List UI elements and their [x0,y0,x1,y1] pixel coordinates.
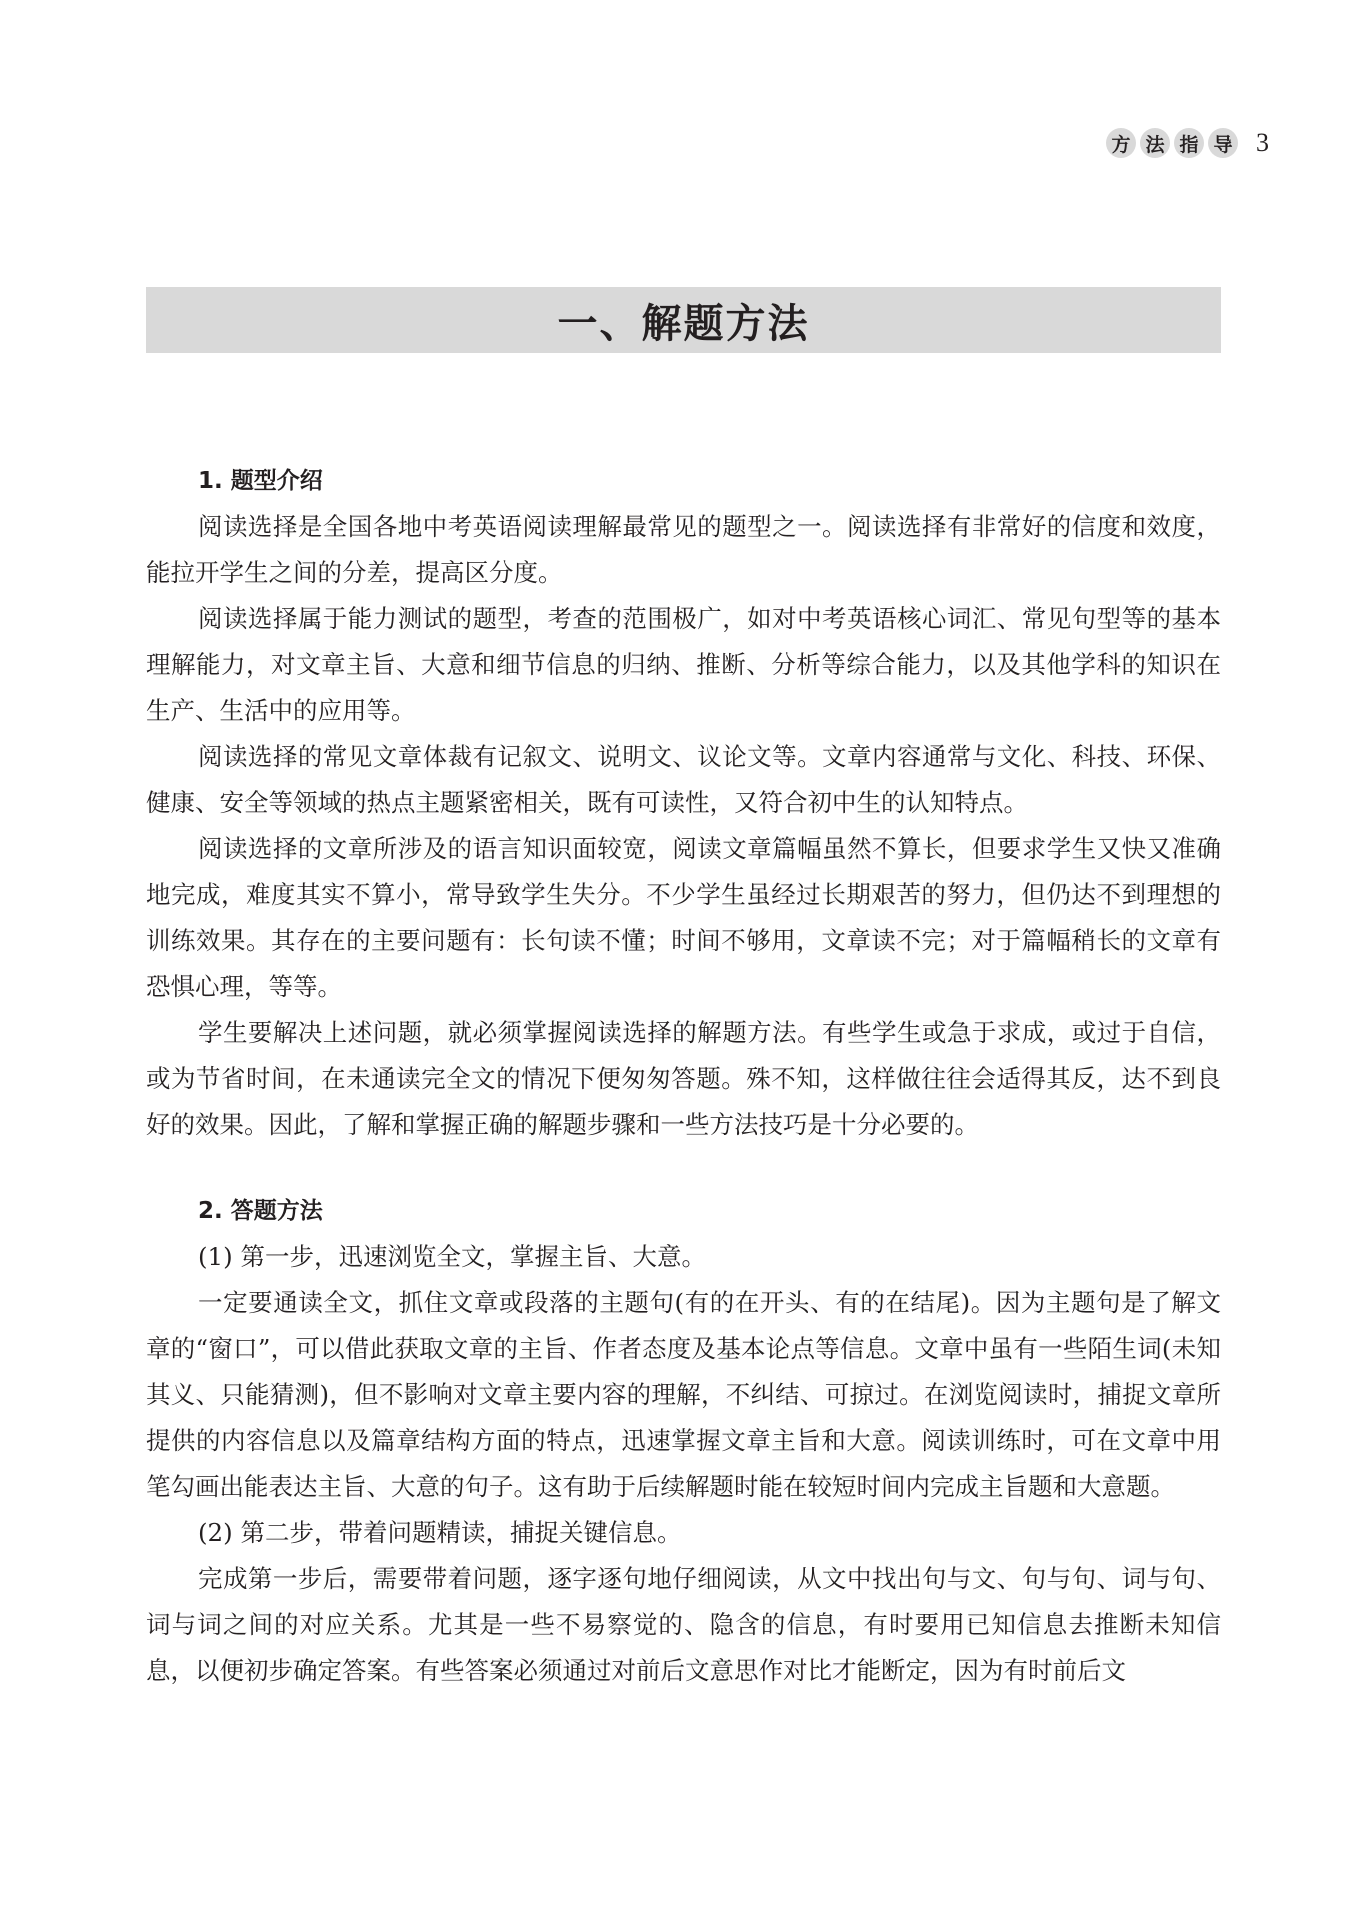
step-heading-2: (2) 第二步，带着问题精读，捕捉关键信息。 [198,1518,682,1547]
subheading-answer-method: 2. 答题方法 [198,1198,323,1224]
paragraph: 一定要通读全文，抓住文章或段落的主题句(有的在开头、有的在结尾)。因为主题句是了解文章的“窗口”，可以借此获取文章的主旨、作者态度及基本论点等信息。文章中虽有一些陌生词(未知其义、只能猜测)，但不影响对文章主要内容的理解，不纠结、可掠过。在浏览阅读时，捕捉文章所提供的内容信息以及篇章结构方面的特点，迅速掌握文章主旨和大意。阅读训练时，可在文章中用笔勾画出能表达主旨、大意的句子。这有助于后续解题时能在较短时间内完成主旨题和大意题。 [146,1288,1221,1501]
page-body [146,458,1221,1694]
paragraph: 阅读选择属于能力测试的题型，考查的范围极广，如对中考英语核心词汇、常见句型等的基本理解能力，对文章主旨、大意和细节信息的归纳、推断、分析等综合能力，以及其他学科的知识在生产、生活中的应用等。 [146,604,1221,725]
step-heading-1: (1) 第一步，迅速浏览全文，掌握主旨、大意。 [198,1242,706,1271]
paragraph: 完成第一步后，需要带着问题，逐字逐句地仔细阅读，从文中找出句与文、句与句、词与句、词与词之间的对应关系。尤其是一些不易察觉的、隐含的信息，有时要用已知信息去推断未知信息，以便初步确定答案。有些答案必须通过对前后文意思作对比才能断定，因为有时前后文 [146,1564,1221,1685]
section-title-banner [146,287,1221,353]
header-section-label [1106,128,1238,158]
header-char: 方 [1106,128,1136,158]
header-char: 法 [1140,128,1170,158]
header-char: 导 [1208,128,1238,158]
section-gap [146,1148,1221,1188]
section-title: 一、解题方法 [557,300,810,347]
paragraph: 学生要解决上述问题，就必须掌握阅读选择的解题方法。有些学生或急于求成，或过于自信，或为节省时间，在未通读完全文的情况下便匆匆答题。殊不知，这样做往往会适得其反，达不到良好的效果。因此，了解和掌握正确的解题步骤和一些方法技巧是十分必要的。 [146,1018,1221,1139]
subheading-question-type: 1. 题型介绍 [198,468,323,494]
page-number: 3 [1256,128,1269,157]
paragraph: 阅读选择是全国各地中考英语阅读理解最常见的题型之一。阅读选择有非常好的信度和效度，能拉开学生之间的分差，提高区分度。 [146,512,1221,587]
paragraph: 阅读选择的文章所涉及的语言知识面较宽，阅读文章篇幅虽然不算长，但要求学生又快又准确地完成，难度其实不算小，常导致学生失分。不少学生虽经过长期艰苦的努力，但仍达不到理想的训练效果。其存在的主要问题有：长句读不懂；时间不够用，文章读不完；对于篇幅稍长的文章有恐惧心理，等等。 [146,834,1221,1001]
running-header [1106,128,1269,158]
paragraph: 阅读选择的常见文章体裁有记叙文、说明文、议论文等。文章内容通常与文化、科技、环保、健康、安全等领域的热点主题紧密相关，既有可读性，又符合初中生的认知特点。 [146,742,1221,817]
header-char: 指 [1174,128,1204,158]
